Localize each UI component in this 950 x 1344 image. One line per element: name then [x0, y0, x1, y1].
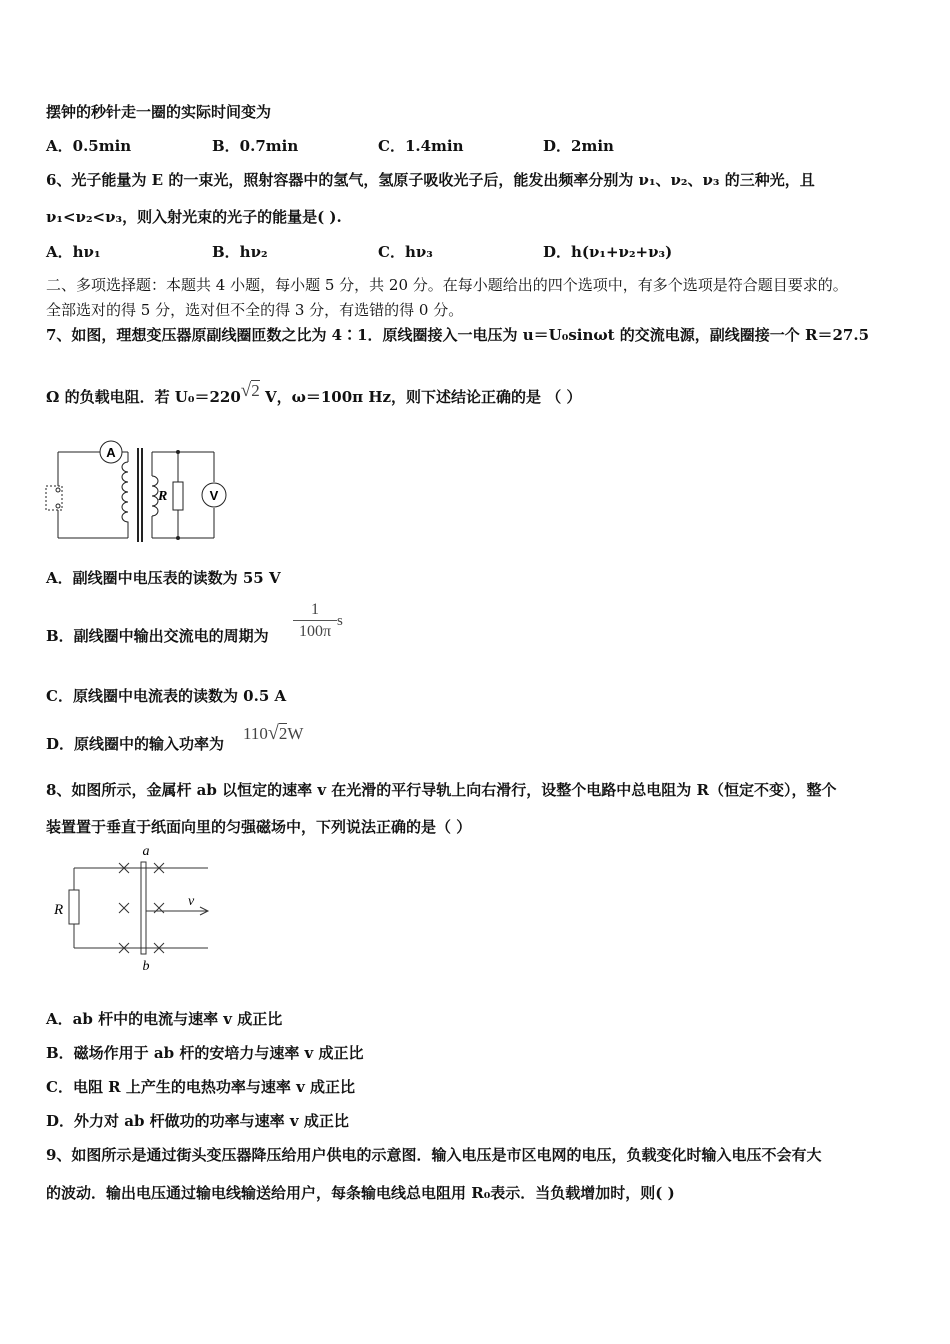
resistor-label: R	[158, 489, 168, 504]
q6-option-b[interactable]: B．hν₂	[212, 243, 268, 261]
q7-option-b-fraction	[293, 600, 337, 643]
q7-option-a[interactable]: A．副线圈中电压表的读数为 55 V	[46, 569, 281, 587]
q6-option-d[interactable]: D．h(ν₁+ν₂+ν₃)	[543, 243, 673, 261]
figure-transformer-circuit	[44, 438, 239, 544]
q6-stem-line1: 6、光子能量为 E 的一束光，照射容器中的氢气，氢原子吸收光子后，能发出频率分别为 ν₁、ν₂、ν₃ 的三种光，且	[46, 171, 815, 189]
q8-option-c[interactable]: C．电阻 R 上产生的电热功率与速率 v 成正比	[46, 1078, 356, 1096]
q6-option-c[interactable]: C．hν₃	[378, 243, 433, 261]
q7-stem-line2-pre: Ω 的负载电阻．若 U₀＝220	[46, 388, 241, 406]
figure-rail-circuit	[48, 842, 218, 976]
rod-end-b-label: b	[142, 959, 150, 974]
fraction-numerator: 1	[293, 600, 337, 621]
text-line-intro: 摆钟的秒针走一圈的实际时间变为	[46, 103, 272, 121]
q7-option-c[interactable]: C．原线圈中电流表的读数为 0.5 A	[46, 687, 287, 705]
q6-option-a[interactable]: A．hν₁	[46, 243, 101, 261]
velocity-label: v	[188, 894, 195, 909]
ammeter-label: A	[106, 445, 116, 460]
math-radicand: 2	[278, 724, 288, 743]
rod-end-a-label: a	[142, 844, 150, 859]
q5-option-a[interactable]: A．0.5min	[46, 137, 132, 155]
math-coefficient: 110	[243, 724, 268, 743]
q5-option-d[interactable]: D．2min	[543, 137, 614, 155]
q7-stem-line2-post: V，ω＝100π Hz，则下述结论正确的是 （ ）	[264, 388, 582, 406]
q8-option-b[interactable]: B．磁场作用于 ab 杆的安培力与速率 v 成正比	[46, 1044, 364, 1062]
fraction-denominator: 100π	[298, 623, 332, 640]
q8-stem-line2: 装置置于垂直于纸面向里的匀强磁场中，下列说法正确的是（ ）	[46, 818, 472, 836]
q7-stem-line2: Ω 的负载电阻．若 U₀＝220√2 V，ω＝100π Hz，则下述结论正确的是 （ ）	[46, 380, 582, 406]
q7-sqrt-radicand: 2	[251, 381, 260, 400]
section2-instructions-line1: 二、多项选择题：本题共 4 小题，每小题 5 分，共 20 分。在每小题给出的四个选项中，有多个选项是符合题目要求的。	[46, 276, 848, 294]
q7-option-d-math: 110√2W	[243, 722, 304, 744]
q5-option-c[interactable]: C．1.4min	[378, 137, 464, 155]
section2-instructions-line2: 全部选对的得 5 分，选对但不全的得 3 分，有选错的得 0 分。	[46, 301, 464, 319]
q7-option-b[interactable]: B．副线圈中输出交流电的周期为	[46, 627, 269, 645]
q5-option-b[interactable]: B．0.7min	[212, 137, 299, 155]
q8-option-d[interactable]: D．外力对 ab 杆做功的功率与速率 v 成正比	[46, 1112, 349, 1130]
q8-option-a[interactable]: A．ab 杆中的电流与速率 v 成正比	[46, 1010, 283, 1028]
q7-option-b-unit: s	[337, 613, 343, 629]
resistor-r-label: R	[54, 902, 64, 918]
q9-stem-line1: 9、如图所示是通过街头变压器降压给用户供电的示意图．输入电压是市区电网的电压，负载变化时输入电压不会有大	[46, 1146, 822, 1164]
q7-stem-line1: 7、如图，理想变压器原副线圈匝数之比为 4∶1．原线圈接入一电压为 u＝U₀sinωt 的交流电源，副线圈接一个 R＝27.5	[46, 326, 870, 344]
q7-option-d[interactable]: D．原线圈中的输入功率为	[46, 735, 225, 753]
math-unit: W	[287, 724, 304, 743]
q9-stem-line2: 的波动．输出电压通过输电线输送给用户，每条输电线总电阻用 R₀表示．当负载增加时，则( )	[46, 1184, 675, 1202]
q6-stem-line2: ν₁<ν₂<ν₃，则入射光束的光子的能量是( ).	[46, 208, 342, 226]
q8-stem-line1: 8、如图所示，金属杆 ab 以恒定的速率 v 在光滑的平行导轨上向右滑行，设整个电路中总电阻为 R（恒定不变），整个	[46, 781, 837, 799]
voltmeter-label: V	[209, 488, 219, 503]
